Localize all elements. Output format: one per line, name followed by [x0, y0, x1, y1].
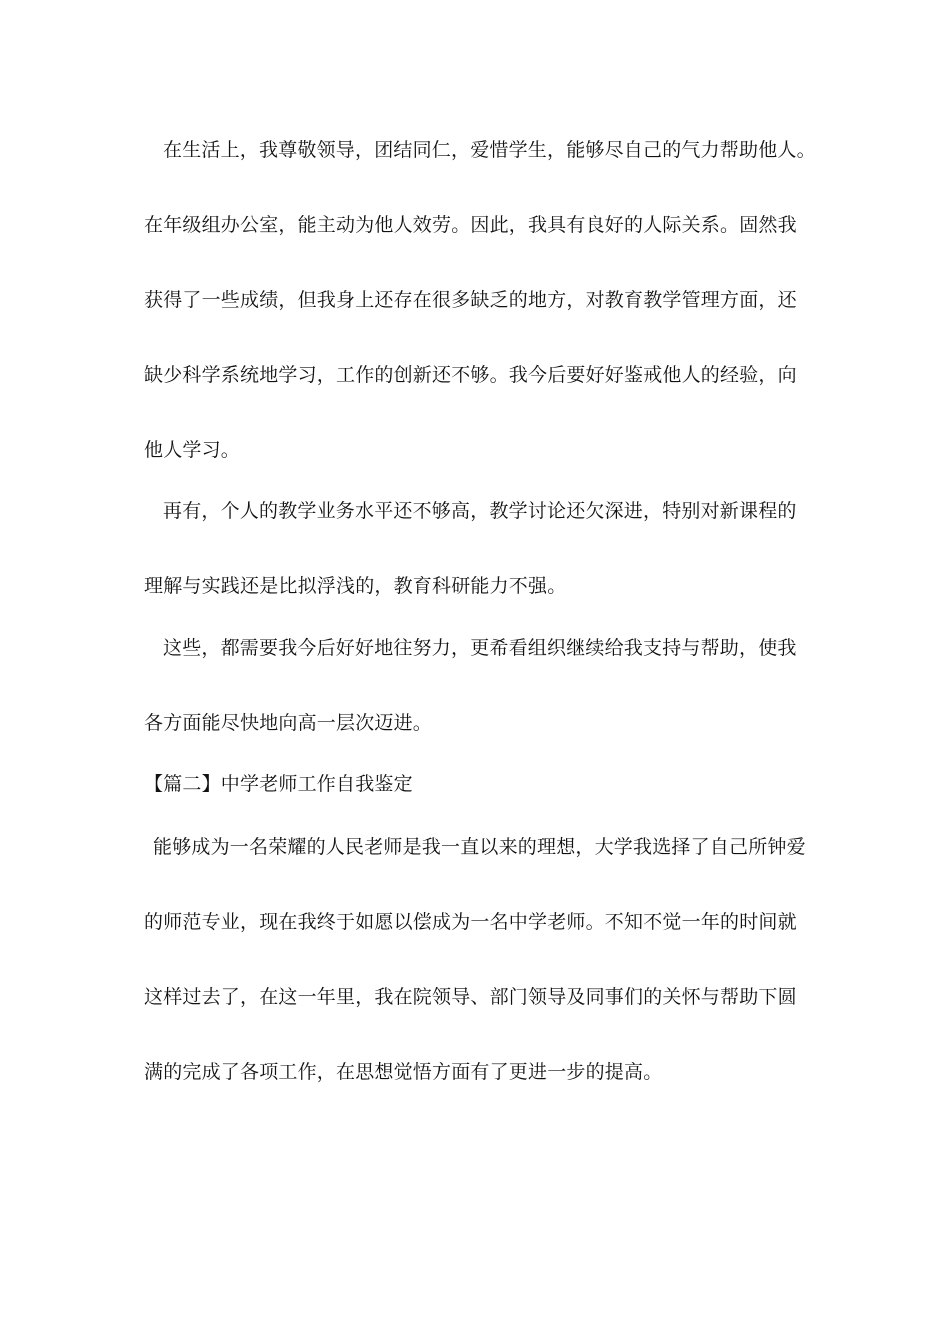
paragraph-line: 他人学习。	[144, 439, 241, 461]
paragraph-line: 满的完成了各项工作，在思想觉悟方面有了更进一步的提高。	[144, 1061, 663, 1083]
paragraph-line: 能够成为一名荣耀的人民老师是我一直以来的理想，大学我选择了自己所钟爱	[153, 836, 806, 858]
paragraph-line: 这些，都需要我今后好好地往努力，更希看组织继续给我支持与帮助，使我	[163, 637, 797, 659]
section-heading: 【篇二】中学老师工作自我鉴定	[144, 773, 413, 795]
paragraph-line: 这样过去了，在这一年里，我在院领导、部门领导及同事们的关怀与帮助下圆	[144, 986, 797, 1008]
paragraph-line: 在年级组办公室，能主动为他人效劳。因此，我具有良好的人际关系。固然我	[144, 214, 797, 236]
paragraph-line: 获得了一些成绩，但我身上还存在很多缺乏的地方，对教育教学管理方面，还	[144, 289, 797, 311]
paragraph-line: 理解与实践还是比拟浮浅的，教育科研能力不强。	[144, 575, 567, 597]
paragraph-line: 在生活上，我尊敬领导，团结同仁，爱惜学生，能够尽自己的气力帮助他人。	[163, 139, 816, 161]
paragraph-line: 各方面能尽快地向高一层次迈进。	[144, 712, 433, 734]
paragraph-line: 的师范专业，现在我终于如愿以偿成为一名中学老师。不知不觉一年的时间就	[144, 911, 797, 933]
paragraph-line: 缺少科学系统地学习，工作的创新还不够。我今后要好好鉴戒他人的经验，向	[144, 364, 797, 386]
paragraph-line: 再有，个人的教学业务水平还不够高，教学讨论还欠深进，特别对新课程的	[163, 500, 797, 522]
